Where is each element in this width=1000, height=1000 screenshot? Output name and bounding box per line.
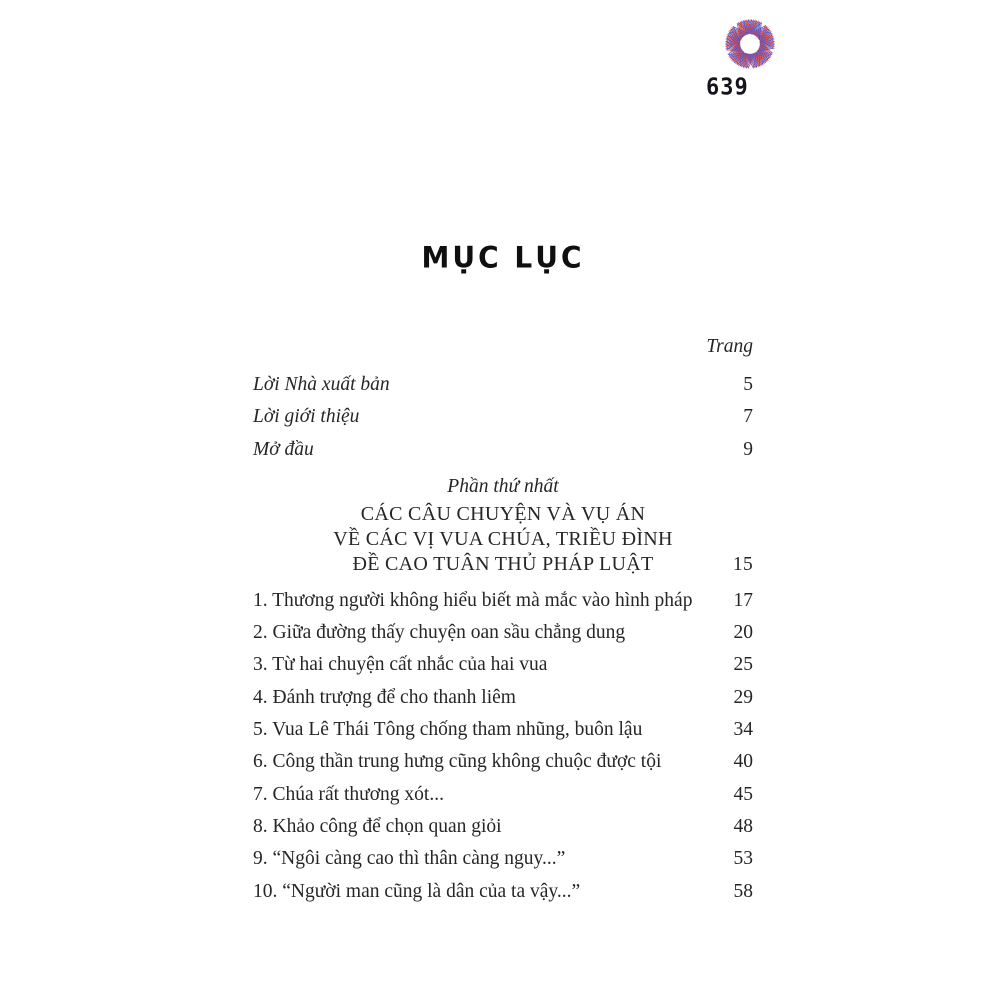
toc-row — [253, 779, 753, 811]
toc-front-matter — [253, 369, 753, 466]
toc-row — [253, 682, 753, 714]
toc-entry-label: 10. “Người man cũng là dân của ta vậy...” — [253, 880, 581, 902]
spirograph-star-icon — [720, 14, 780, 74]
toc-entry-label: 1. Thương người không hiểu biết mà mắc vào hình pháp — [253, 589, 693, 611]
part-title-line — [253, 552, 753, 577]
table-of-contents — [253, 236, 753, 908]
toc-entry-page: 7 — [743, 406, 753, 428]
toc-entry-page: 34 — [733, 719, 753, 741]
toc-entry-label: 4. Đánh trượng để cho thanh liêm — [253, 686, 516, 708]
toc-entry-label: Lời Nhà xuất bản — [253, 374, 390, 395]
toc-row — [253, 617, 753, 649]
toc-row — [253, 649, 753, 681]
part-title-line: CÁC CÂU CHUYỆN VÀ VỤ ÁN — [360, 502, 646, 525]
toc-entry-page: 25 — [733, 654, 753, 676]
part-kicker: Phần thứ nhất — [447, 475, 559, 497]
toc-entry-page: 15 — [732, 553, 753, 575]
publisher-logo — [700, 14, 810, 100]
toc-entry-label: 9. “Ngôi càng cao thì thân càng nguy...” — [253, 848, 566, 870]
toc-entry-page: 58 — [733, 880, 753, 902]
toc-entry-page: 17 — [733, 589, 753, 611]
toc-entry-page: 5 — [743, 374, 753, 395]
toc-entry-label: 3. Từ hai chuyện cất nhắc của hai vua — [253, 654, 548, 676]
toc-row — [253, 876, 753, 908]
toc-entry-label: Mở đầu — [253, 438, 314, 460]
toc-row — [253, 714, 753, 746]
toc-row — [253, 369, 753, 401]
toc-entry-label: 7. Chúa rất thương xót... — [253, 783, 444, 805]
toc-entry-page: 40 — [733, 751, 753, 773]
toc-entry-page: 45 — [733, 783, 753, 805]
toc-entry-page: 29 — [733, 686, 753, 708]
toc-entry-page: 48 — [733, 815, 753, 837]
toc-row — [253, 843, 753, 875]
toc-row — [253, 585, 753, 617]
toc-entry-label: 5. Vua Lê Thái Tông chống tham nhũng, buôn lậu — [253, 719, 643, 741]
page-column-header: Trang — [706, 336, 753, 357]
toc-entry-page: 9 — [743, 438, 753, 460]
toc-entry-label: 2. Giữa đường thấy chuyện oan sầu chẳng dung — [253, 622, 626, 644]
toc-row — [253, 746, 753, 778]
logo-badge: 639 — [706, 74, 749, 101]
part-title-text: ĐỀ CAO TUÂN THỦ PHÁP LUẬT — [352, 552, 654, 575]
page-title: MỤC LỤC — [421, 240, 585, 275]
toc-entry-page: 53 — [733, 848, 753, 870]
toc-row — [253, 401, 753, 433]
part-title-line: VỀ CÁC VỊ VUA CHÚA, TRIỀU ĐÌNH — [333, 527, 673, 550]
toc-entry-label: 6. Công thần trung hưng cũng không chuộc được tội — [253, 751, 662, 773]
toc-row — [253, 811, 753, 843]
toc-entry-label: 8. Khảo công để chọn quan giỏi — [253, 815, 502, 837]
toc-part-heading — [253, 472, 753, 577]
toc-row — [253, 434, 753, 466]
toc-entry-label: Lời giới thiệu — [253, 406, 360, 428]
toc-entry-page: 20 — [733, 622, 753, 644]
toc-entries — [253, 585, 753, 908]
